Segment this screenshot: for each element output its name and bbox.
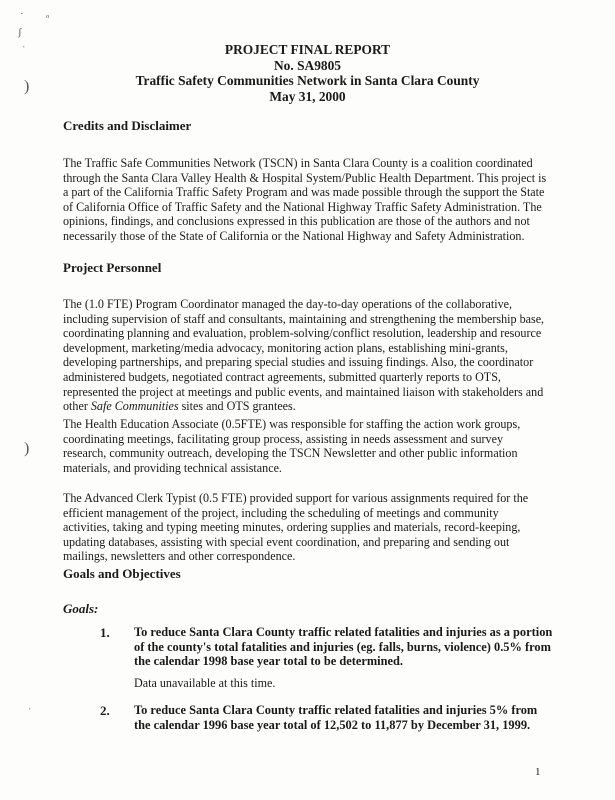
report-title: PROJECT FINAL REPORT <box>224 42 391 57</box>
scan-mark: ) <box>24 440 30 457</box>
coordinator-paragraph: The (1.0 FTE) Program Coordinator managed the day-to-day operations of the collaborative, including supervision of staff and consultants, maintaining and strengthening the membership base, coordinating planning and evaluation, problem-solving/conflict resolution, leadership and resource development, marketing/media advocacy, monitoring action plans, establishing mini-grants, developing partnerships, and preparing special studies and issuing findings. Also, the coordinator administered budgets, negotiated contract agreements, submitted quarterly reports to OTS, represented the project at meetings and public events, and maintained liaison with stakeholders and other Safe Communities sites and OTS grantees. <box>63 297 545 414</box>
safe-communities-italic: Safe Communities <box>90 399 179 414</box>
goals-heading: Goals and Objectives <box>63 566 181 581</box>
personnel-heading: Project Personnel <box>63 260 162 275</box>
goal-number: 2. <box>100 703 110 718</box>
scan-mark: ʃ <box>18 26 22 38</box>
scan-mark: · <box>20 8 24 20</box>
goal-text: To reduce Santa Clara County traffic related fatalities and injuries 5% from the calendar 1996 base year total of 12,502 to 11,877 by December 31, 1999. <box>134 703 538 732</box>
report-number: No. SA9805 <box>274 57 341 73</box>
goal-text: To reduce Santa Clara County traffic related fatalities and injuries as a portion of the county's total fatalities and injuries (eg. falls, burns, violence) 0.5% from the calendar 1998 base year total to be determined. <box>134 625 553 669</box>
goal-note: Data unavailable at this time. <box>134 676 276 690</box>
report-subtitle: Traffic Safety Communities Network in Santa Clara County <box>135 73 480 88</box>
scan-mark: ᵒ <box>46 12 50 24</box>
report-date: May 31, 2000 <box>269 88 346 104</box>
page-number: 1 <box>535 766 541 778</box>
scan-mark: ˈ <box>28 706 32 718</box>
goal-number: 1. <box>100 625 110 640</box>
clerk-typist-paragraph: The Advanced Clerk Typist (0.5 FTE) provided support for various assignments required for the efficient management of the project, including the scheduling of meetings and community activities, taking and typing meeting minutes, ordering supplies and materials, record-keeping, updating databases, assisting with special event coordination, and preparing and sending out mailings, newsletters and other correspondence. <box>63 491 529 564</box>
report-header <box>0 42 615 104</box>
goals-label: Goals: <box>63 601 99 616</box>
credits-paragraph: The Traffic Safe Communities Network (TSCN) in Santa Clara County is a coalition coordinated through the Santa Clara Valley Health & Hospital System/Public Health Department. This project is a part of the California Traffic Safety Program and was made possible through the support the State of California Office of Traffic Safety and the National Highway Traffic Safety Administration. The opinions, findings, and conclusions expressed in this publication are those of the authors and not necessarily those of the State of California or the National Highway and Safety Administration. <box>63 156 547 243</box>
scan-mark: ) <box>24 78 30 95</box>
credits-heading: Credits and Disclaimer <box>63 118 192 133</box>
health-associate-paragraph: The Health Education Associate (0.5FTE) was responsible for staffing the action work groups, coordinating meetings, facilitating group process, assisting in needs assessment and survey research, community outreach, developing the TSCN Newsletter and other public information materials, and providing technical assistance. <box>63 417 521 475</box>
scan-mark: ˈ <box>22 44 26 56</box>
